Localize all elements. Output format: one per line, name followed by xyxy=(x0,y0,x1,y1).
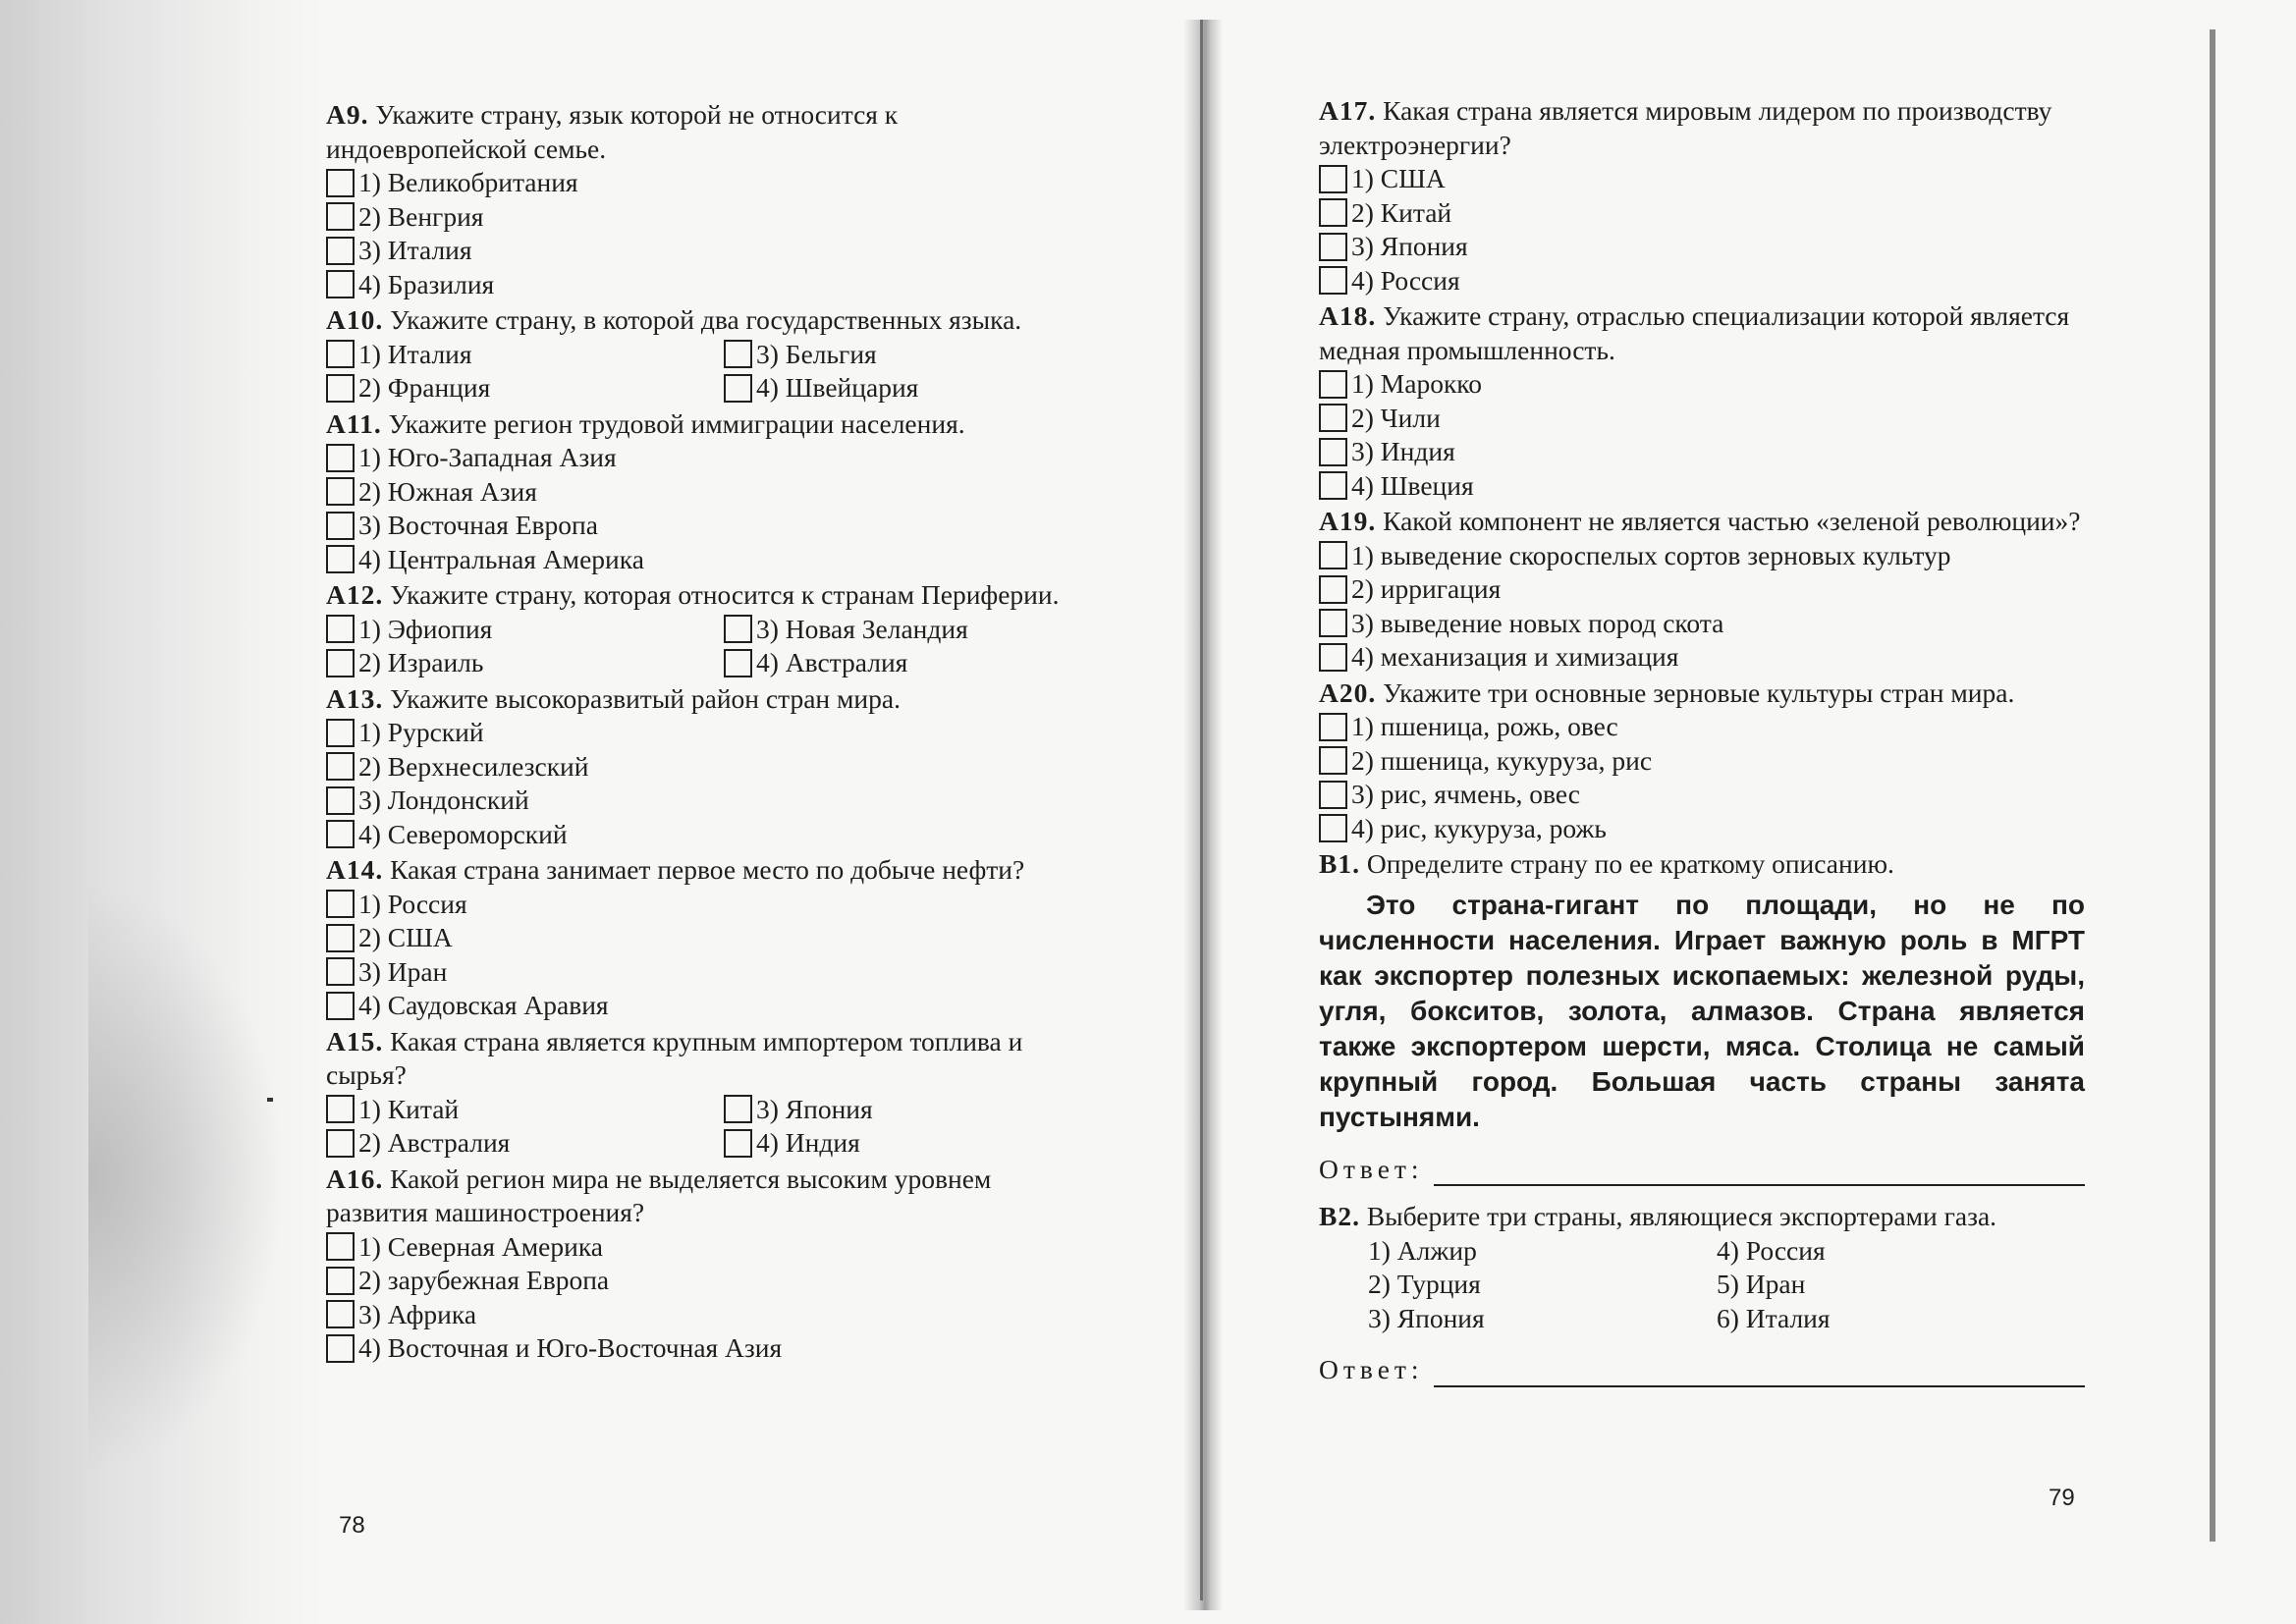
option-label: 1) Великобритания xyxy=(358,167,578,197)
checkbox[interactable] xyxy=(326,444,355,472)
question-number: А16. xyxy=(326,1163,384,1194)
checkbox[interactable] xyxy=(326,169,355,197)
question-а17 xyxy=(1319,94,2085,298)
checkbox[interactable] xyxy=(326,1095,355,1123)
options-column xyxy=(326,338,724,406)
option-label: 3) Япония xyxy=(756,1093,873,1124)
left-page xyxy=(326,98,1092,1368)
option-label: 1) Марокко xyxy=(1351,368,1483,399)
answer-option[interactable] xyxy=(1319,162,2085,196)
answer-option[interactable] xyxy=(724,613,1092,647)
checkbox[interactable] xyxy=(326,1232,355,1261)
answer-label: Ответ: xyxy=(1319,1153,1424,1184)
answer-option[interactable] xyxy=(326,441,1092,475)
options-column xyxy=(724,613,1092,680)
question-text: Определите страну по ее краткому описанию. xyxy=(1366,848,1894,879)
checkbox[interactable] xyxy=(1319,370,1347,399)
question-header xyxy=(326,1025,1092,1093)
question-header xyxy=(326,407,1092,442)
question-а19 xyxy=(1319,505,2085,675)
options-two-columns xyxy=(326,1093,1092,1161)
checkbox[interactable] xyxy=(1319,404,1347,432)
option-label: 2) Венгрия xyxy=(358,200,484,232)
option-label: 2) Китай xyxy=(1351,196,1452,228)
answer-option[interactable] xyxy=(326,955,1092,990)
option-label: 3) Восточная Европа xyxy=(358,510,598,540)
checkbox[interactable] xyxy=(1319,198,1347,227)
checkbox[interactable] xyxy=(326,924,355,952)
answer-option[interactable] xyxy=(326,818,1092,852)
option-label: 2) Чили xyxy=(1351,402,1441,433)
question-number: А9. xyxy=(326,99,369,130)
answer-option[interactable] xyxy=(326,371,724,406)
answer-option[interactable] xyxy=(1319,710,2085,744)
options-two-columns xyxy=(326,613,1092,680)
question-text: Укажите три основные зерновые культуры стран мира. xyxy=(1383,677,2015,708)
checkbox[interactable] xyxy=(1319,438,1347,466)
option-label: 4) Саудовская Аравия xyxy=(358,990,609,1020)
b2-option: 3) Япония xyxy=(1368,1302,1485,1333)
answer-option[interactable] xyxy=(724,338,1092,372)
scan-shadow-lower xyxy=(88,884,285,1473)
question-header xyxy=(1319,505,2085,539)
scan-speck xyxy=(267,1098,273,1102)
option-label: 1) пшеница, рожь, овес xyxy=(1351,711,1618,741)
answer-option[interactable] xyxy=(326,1264,1092,1298)
answer-option[interactable] xyxy=(1319,539,2085,573)
checkbox[interactable] xyxy=(1319,471,1347,500)
answer-field-b2[interactable] xyxy=(1319,1353,2085,1387)
answer-option[interactable] xyxy=(1319,230,2085,264)
checkbox[interactable] xyxy=(326,820,355,848)
checkbox[interactable] xyxy=(326,270,355,298)
question-header xyxy=(326,98,1092,166)
question-number: В1. xyxy=(1319,848,1360,879)
checkbox[interactable] xyxy=(1319,609,1347,637)
option-label: 3) рис, ячмень, овес xyxy=(1351,779,1580,809)
answer-option[interactable] xyxy=(1319,196,2085,231)
checkbox[interactable] xyxy=(724,649,752,677)
checkbox[interactable] xyxy=(326,890,355,918)
option-label: 2) ирригация xyxy=(1351,573,1502,604)
answer-option[interactable] xyxy=(326,1298,1092,1332)
answer-option[interactable] xyxy=(326,166,1092,200)
answer-option[interactable] xyxy=(326,784,1092,818)
country-description: Это страна-гигант по площади, но не по численности населения. Играет важную роль в МГРТ как экспортер полезных ископаемых: железной руды, угля, бокситов, золота, алмазов. Страна является также экспортером шерсти, мяса. Столица не самый крупный город. Большая часть страны занята пустынями. xyxy=(1319,889,2085,1132)
question-text: Укажите регион трудовой иммиграции населения. xyxy=(388,407,965,439)
question-а18 xyxy=(1319,299,2085,503)
checkbox[interactable] xyxy=(1319,643,1347,672)
option-label: 4) Швеция xyxy=(1351,469,1474,501)
book-spine xyxy=(1183,20,1223,1610)
answer-option[interactable] xyxy=(1319,402,2085,436)
checkbox[interactable] xyxy=(326,374,355,403)
option-label: 4) рис, кукуруза, рожь xyxy=(1351,812,1607,843)
question-number: А18. xyxy=(1319,300,1377,331)
checkbox[interactable] xyxy=(326,786,355,815)
answer-option[interactable] xyxy=(1319,607,2085,641)
option-label: 4) механизация и химизация xyxy=(1351,641,1679,672)
question-а15 xyxy=(326,1025,1092,1161)
option-label: 3) Италия xyxy=(358,235,472,265)
question-а16 xyxy=(326,1163,1092,1366)
checkbox[interactable] xyxy=(1319,713,1347,741)
question-а11 xyxy=(326,407,1092,577)
question-header xyxy=(326,303,1092,338)
checkbox[interactable] xyxy=(326,237,355,265)
options-column xyxy=(326,613,724,680)
answer-option[interactable] xyxy=(326,613,724,647)
option-label: 4) Россия xyxy=(1351,264,1460,296)
option-label: 4) Швейцария xyxy=(756,372,919,403)
answer-option[interactable] xyxy=(326,989,1092,1023)
question-text: Какая страна занимает первое место по добыче нефти? xyxy=(390,854,1025,885)
checkbox[interactable] xyxy=(326,719,355,747)
checkbox[interactable] xyxy=(326,512,355,540)
question-header xyxy=(326,682,1092,717)
right-page xyxy=(1319,94,2085,1401)
answer-option[interactable] xyxy=(326,1126,724,1161)
option-label: 1) Северная Америка xyxy=(358,1230,603,1262)
answer-option[interactable] xyxy=(326,543,1092,577)
options-column xyxy=(326,1093,724,1161)
question-text: Укажите страну, язык которой не относится к индоевропейской семье. xyxy=(326,99,899,164)
checkbox[interactable] xyxy=(724,615,752,643)
option-label: 2) пшеница, кукуруза, рис xyxy=(1351,744,1653,776)
checkbox[interactable] xyxy=(1319,814,1347,842)
answer-line[interactable] xyxy=(1434,1164,2085,1186)
question-number: А19. xyxy=(1319,506,1377,536)
b2-option: 1) Алжир xyxy=(1368,1234,1477,1266)
checkbox[interactable] xyxy=(326,1267,355,1295)
b2-option: 6) Италия xyxy=(1717,1302,1831,1333)
question-number: А20. xyxy=(1319,677,1377,708)
option-label: 1) выведение скороспелых сортов зерновых культур xyxy=(1351,539,1951,570)
answer-line[interactable] xyxy=(1434,1366,2085,1387)
option-label: 4) Австралия xyxy=(756,647,908,677)
answer-option[interactable] xyxy=(1319,435,2085,469)
question-text: Укажите страну, в которой два государственных языка. xyxy=(390,304,1022,335)
checkbox[interactable] xyxy=(326,957,355,986)
page-edge-line xyxy=(2210,29,2215,1542)
option-label: 1) Юго-Западная Азия xyxy=(358,442,617,472)
answer-option[interactable] xyxy=(326,1093,724,1127)
checkbox[interactable] xyxy=(1319,746,1347,775)
option-label: 3) Иран xyxy=(358,955,448,987)
checkbox[interactable] xyxy=(326,202,355,231)
question-number: А10. xyxy=(326,304,384,335)
answer-option[interactable] xyxy=(1319,744,2085,779)
question-а9 xyxy=(326,98,1092,301)
option-label: 4) Центральная Америка xyxy=(358,543,644,574)
question-header xyxy=(1319,677,2085,711)
b2-option: 4) Россия xyxy=(1717,1234,1826,1266)
b2-options xyxy=(1368,1234,2085,1336)
option-label: 4) Североморский xyxy=(358,818,568,849)
question-text: Укажите высокоразвитый район стран мира. xyxy=(390,682,901,714)
question-text: Укажите страну, которая относится к странам Периферии. xyxy=(390,579,1060,610)
b2-option: 5) Иран xyxy=(1717,1269,1806,1299)
answer-option[interactable] xyxy=(1319,778,2085,812)
option-label: 2) зарубежная Европа xyxy=(358,1265,610,1295)
option-label: 3) выведение новых пород скота xyxy=(1351,607,1724,638)
checkbox[interactable] xyxy=(326,1129,355,1158)
checkbox[interactable] xyxy=(326,1334,355,1363)
page-number-left: 78 xyxy=(339,1512,365,1539)
checkbox[interactable] xyxy=(1319,781,1347,809)
right-questions xyxy=(1319,94,2085,845)
question-number: А15. xyxy=(326,1025,384,1056)
answer-option[interactable] xyxy=(1319,264,2085,298)
checkbox[interactable] xyxy=(1319,541,1347,569)
question-text: Какой регион мира не выделяется высоким уровнем развития машиностроения? xyxy=(326,1163,992,1227)
b2-option: 2) Турция xyxy=(1368,1269,1481,1299)
question-header xyxy=(326,1163,1092,1230)
options-column xyxy=(724,338,1092,406)
option-label: 3) Лондонский xyxy=(358,785,529,815)
answer-option[interactable] xyxy=(326,1230,1092,1265)
answer-option[interactable] xyxy=(326,234,1092,268)
option-label: 1) США xyxy=(1351,163,1446,193)
checkbox[interactable] xyxy=(326,477,355,506)
option-label: 3) Япония xyxy=(1351,231,1468,261)
checkbox[interactable] xyxy=(724,1129,752,1158)
question-header xyxy=(1319,299,2085,367)
question-а12 xyxy=(326,578,1092,680)
checkbox[interactable] xyxy=(326,1300,355,1328)
answer-option[interactable] xyxy=(326,475,1092,510)
option-label: 2) Франция xyxy=(358,372,491,403)
checkbox[interactable] xyxy=(326,992,355,1020)
question-number: В2. xyxy=(1319,1201,1360,1231)
question-number: А14. xyxy=(326,854,384,885)
checkbox[interactable] xyxy=(1319,575,1347,604)
book-spine-line xyxy=(1200,20,1203,1600)
answer-option[interactable] xyxy=(326,646,724,680)
option-label: 4) Бразилия xyxy=(358,268,495,299)
option-label: 3) Индия xyxy=(1351,436,1455,466)
question-header xyxy=(1319,94,2085,162)
checkbox[interactable] xyxy=(724,1095,752,1123)
question-а10 xyxy=(326,303,1092,406)
checkbox[interactable] xyxy=(326,615,355,643)
question-number: А12. xyxy=(326,579,384,610)
answer-option[interactable] xyxy=(1319,572,2085,607)
answer-option[interactable] xyxy=(1319,640,2085,675)
option-label: 1) Италия xyxy=(358,338,472,369)
answer-option[interactable] xyxy=(326,509,1092,543)
question-text: Какая страна является крупным импортером топлива и сырья? xyxy=(326,1025,1023,1090)
question-header xyxy=(326,578,1092,613)
question-а14 xyxy=(326,853,1092,1023)
page-number-right: 79 xyxy=(2049,1485,2075,1511)
answer-option[interactable] xyxy=(724,1093,1092,1127)
option-label: 3) Африка xyxy=(358,1298,477,1329)
answer-field-b1[interactable] xyxy=(1319,1153,2085,1187)
answer-option[interactable] xyxy=(1319,367,2085,402)
answer-option[interactable] xyxy=(326,338,724,372)
options-column xyxy=(724,1093,1092,1161)
checkbox[interactable] xyxy=(1319,165,1347,193)
question-number: А17. xyxy=(1319,95,1377,126)
option-label: 1) Россия xyxy=(358,888,467,919)
question-а20 xyxy=(1319,677,2085,846)
checkbox[interactable] xyxy=(1319,233,1347,261)
option-label: 1) Китай xyxy=(358,1093,460,1124)
option-label: 2) Израиль xyxy=(358,647,484,677)
answer-option[interactable] xyxy=(326,888,1092,922)
checkbox[interactable] xyxy=(724,374,752,403)
option-label: 2) США xyxy=(358,922,453,952)
answer-option[interactable] xyxy=(326,200,1092,235)
answer-option[interactable] xyxy=(1319,812,2085,846)
option-label: 1) Эфиопия xyxy=(358,613,493,644)
question-b1 xyxy=(1319,847,2085,1186)
option-label: 3) Бельгия xyxy=(756,338,877,369)
option-label: 4) Восточная и Юго-Восточная Азия xyxy=(358,1332,783,1363)
question-number: А11. xyxy=(326,407,382,439)
question-text: Какая страна является мировым лидером по производству электроэнергии? xyxy=(1319,95,2052,160)
question-number: А13. xyxy=(326,682,384,714)
question-а13 xyxy=(326,682,1092,852)
option-label: 2) Верхнесилезский xyxy=(358,750,589,782)
answer-option[interactable] xyxy=(1319,469,2085,504)
option-label: 1) Рурский xyxy=(358,717,484,747)
question-text: Выберите три страны, являющиеся экспортерами газа. xyxy=(1366,1201,1997,1231)
checkbox[interactable] xyxy=(326,649,355,677)
answer-option[interactable] xyxy=(326,1331,1092,1366)
checkbox[interactable] xyxy=(1319,266,1347,295)
answer-option[interactable] xyxy=(326,750,1092,785)
answer-option[interactable] xyxy=(724,371,1092,406)
option-label: 3) Новая Зеландия xyxy=(756,613,968,644)
question-b2 xyxy=(1319,1200,2085,1387)
checkbox[interactable] xyxy=(326,545,355,573)
checkbox[interactable] xyxy=(326,340,355,368)
answer-option[interactable] xyxy=(326,268,1092,302)
answer-option[interactable] xyxy=(326,921,1092,955)
option-label: 2) Австралия xyxy=(358,1127,511,1158)
answer-option[interactable] xyxy=(326,716,1092,750)
option-label: 2) Южная Азия xyxy=(358,475,537,507)
answer-option[interactable] xyxy=(724,1126,1092,1161)
options-two-columns xyxy=(326,338,1092,406)
option-label: 4) Индия xyxy=(756,1127,860,1158)
question-header xyxy=(326,853,1092,888)
answer-option[interactable] xyxy=(724,646,1092,680)
question-text: Какой компонент не является частью «зеленой революции»? xyxy=(1383,506,2081,536)
answer-label: Ответ: xyxy=(1319,1354,1424,1384)
checkbox[interactable] xyxy=(724,340,752,368)
checkbox[interactable] xyxy=(326,752,355,781)
question-text: Укажите страну, отраслью специализации которой является медная промышленность. xyxy=(1319,300,2070,365)
